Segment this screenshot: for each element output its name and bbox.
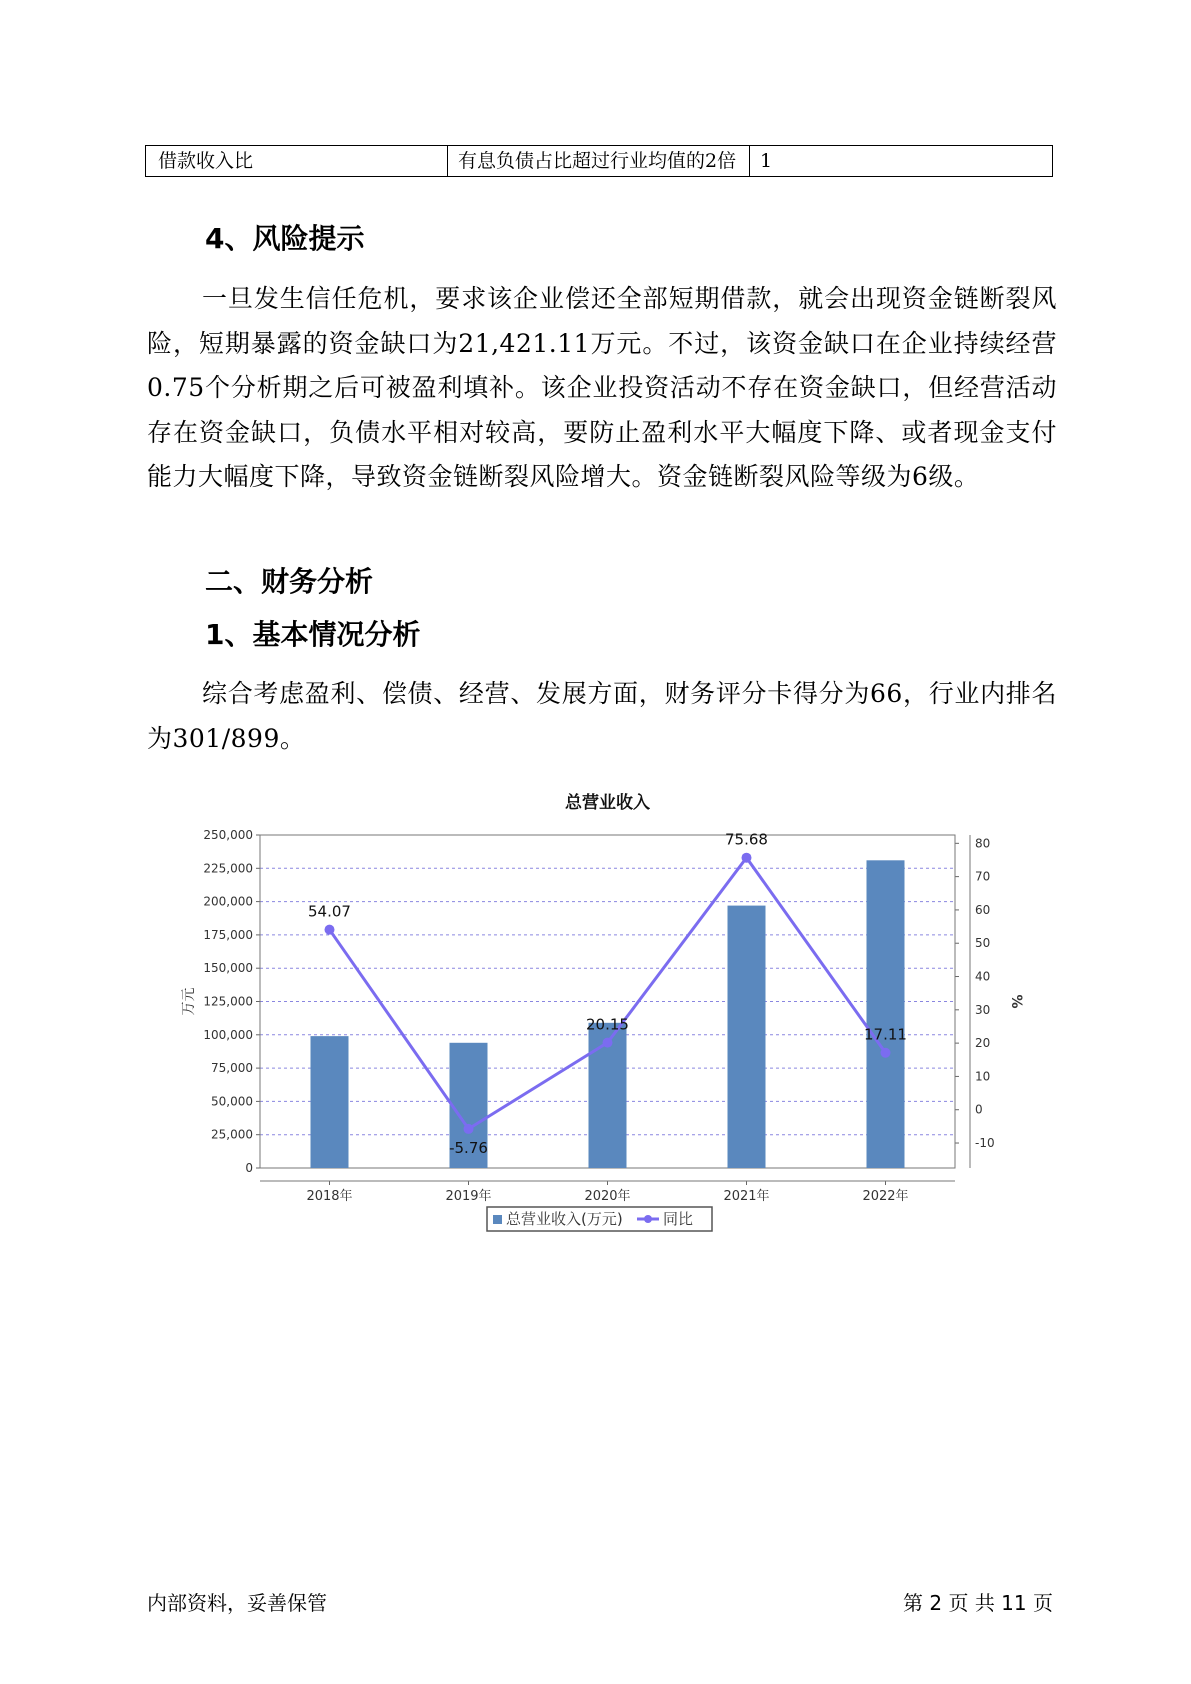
x-tick-label: 2019年 xyxy=(445,1189,492,1204)
y2-tick-label: 50 xyxy=(975,936,991,951)
bar xyxy=(728,906,766,1168)
yoy-data-label: 20.15 xyxy=(586,1015,629,1034)
subsection-heading-basic: 1、基本情况分析 xyxy=(205,618,421,651)
y-tick-label: 200,000 xyxy=(203,894,253,909)
legend-bar-swatch xyxy=(493,1215,502,1224)
indicator-table-row xyxy=(145,145,1053,177)
legend-line-marker xyxy=(644,1215,652,1223)
yoy-data-label: 54.07 xyxy=(308,902,351,921)
section-heading-risk: 4、风险提示 xyxy=(205,222,365,255)
y-tick-label: 150,000 xyxy=(203,961,253,976)
y-tick-label: 75,000 xyxy=(211,1061,253,1076)
y2-axis-label: % xyxy=(1008,994,1024,1009)
x-tick-label: 2018年 xyxy=(306,1189,353,1204)
footer-page-number: 第 2 页 共 11 页 xyxy=(903,1591,1053,1615)
table-cell-indicator: 借款收入比 xyxy=(146,146,448,176)
y-tick-label: 175,000 xyxy=(203,927,253,942)
yoy-point xyxy=(325,925,335,935)
risk-paragraph: 一旦发生信任危机，要求该企业偿还全部短期借款，就会出现资金链断裂风险，短期暴露的资金缺口为21,421.11万元。不过，该资金缺口在企业持续经营 0.75个分析期之后可被盈利填补。该企业投资活动不存在资金缺口，但经营活动存在资金缺口，负债水平相对较高，要防止盈利水平大幅度下降、或者现金支付能力大幅度下降，导致资金链断裂风险增大。资金链断裂风险等级为6级。 xyxy=(147,284,1057,491)
yoy-point xyxy=(881,1048,891,1058)
y2-tick-label: 10 xyxy=(975,1069,991,1084)
table-cell-condition: 有息负债占比超过行业均值的2倍 xyxy=(448,146,750,176)
section-heading-financial: 二、财务分析 xyxy=(205,565,374,598)
yoy-data-label: 75.68 xyxy=(725,830,768,849)
revenue-chart-svg xyxy=(0,780,1191,1250)
y-tick-label: 25,000 xyxy=(211,1127,253,1142)
y-tick-label: 50,000 xyxy=(211,1094,253,1109)
x-tick-label: 2022年 xyxy=(862,1189,909,1204)
y2-tick-label: 20 xyxy=(975,1036,991,1051)
legend-line-label: 同比 xyxy=(663,1210,694,1228)
chart-title: 总营业收入 xyxy=(565,793,650,813)
bar xyxy=(311,1036,349,1168)
y-tick-label: 0 xyxy=(245,1161,253,1175)
revenue-chart xyxy=(0,780,1191,1250)
y-tick-label: 100,000 xyxy=(203,1027,253,1042)
yoy-point xyxy=(742,853,752,863)
y-tick-label: 250,000 xyxy=(203,828,253,842)
y2-tick-label: 70 xyxy=(975,869,991,884)
legend-bar-label: 总营业收入(万元) xyxy=(506,1210,623,1228)
y-tick-label: 125,000 xyxy=(203,994,253,1009)
yoy-data-label: -5.76 xyxy=(449,1138,488,1157)
x-tick-label: 2021年 xyxy=(723,1189,770,1204)
y-axis-label: 万元 xyxy=(181,987,197,1016)
yoy-data-label: 17.11 xyxy=(864,1025,907,1044)
y2-tick-label: 0 xyxy=(975,1102,983,1117)
footer-confidential: 内部资料，妥善保管 xyxy=(147,1591,327,1615)
x-tick-label: 2020年 xyxy=(584,1189,631,1204)
y2-tick-label: 30 xyxy=(975,1002,991,1017)
bar xyxy=(867,860,905,1168)
y2-tick-label: 40 xyxy=(975,969,991,984)
y2-tick-label: 60 xyxy=(975,902,991,917)
yoy-point xyxy=(464,1124,474,1134)
basic-analysis-paragraph: 综合考虑盈利、偿债、经营、发展方面，财务评分卡得分为66，行业内排名为301/899。 xyxy=(147,679,1057,753)
y2-tick-label: 80 xyxy=(975,836,991,851)
yoy-point xyxy=(603,1038,613,1048)
y2-tick-label: -10 xyxy=(975,1136,995,1151)
y-tick-label: 225,000 xyxy=(203,861,253,876)
table-cell-value: 1 xyxy=(760,150,773,172)
